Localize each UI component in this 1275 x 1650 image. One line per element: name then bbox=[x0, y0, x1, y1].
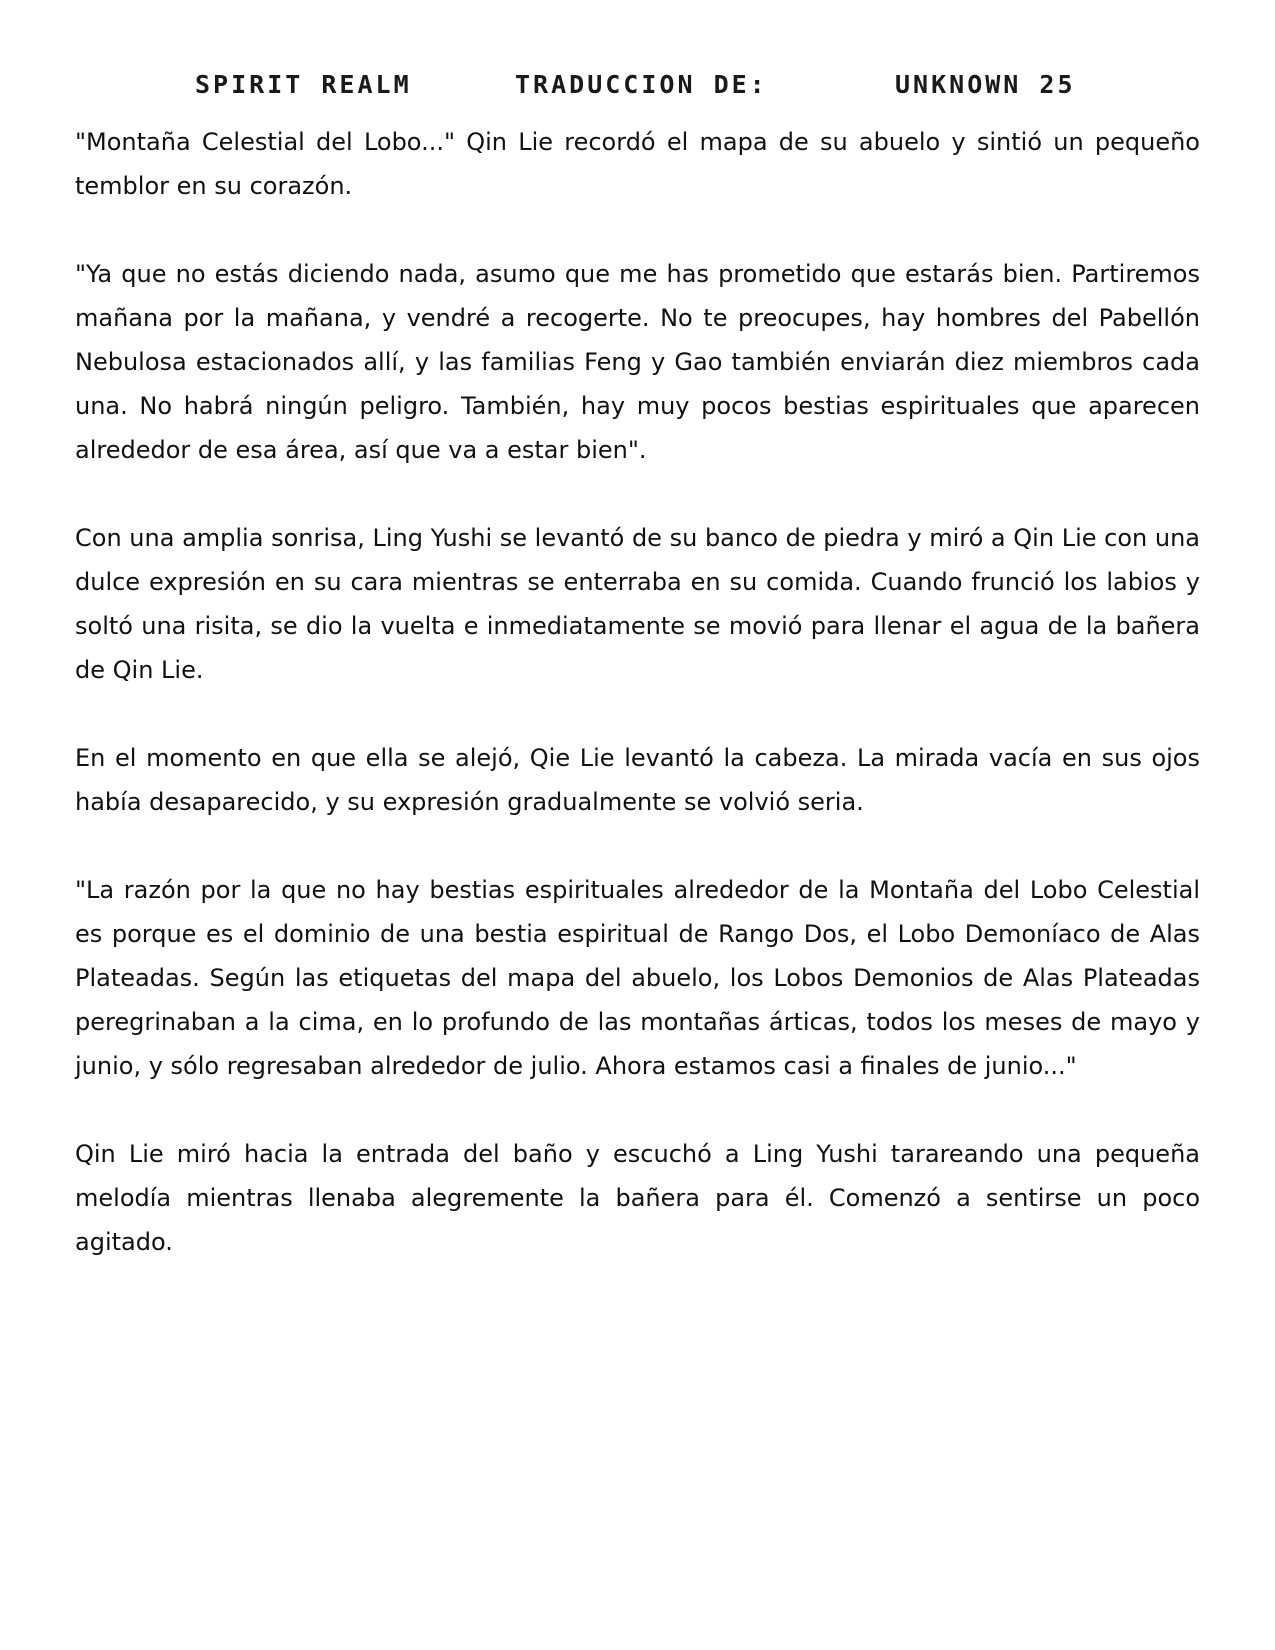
paragraph: En el momento en que ella se alejó, Qie Lie levantó la cabeza. La mirada vacía en sus ojos había desaparecido, y su expresión gradualmente se volvió seria. bbox=[75, 744, 1200, 816]
translator-name: UNKNOWN 25 bbox=[895, 70, 1076, 99]
page-header bbox=[0, 70, 1275, 110]
paragraph: "La razón por la que no hay bestias espirituales alrededor de la Montaña del Lobo Celestial es porque es el dominio de una bestia espiritual de Rango Dos, el Lobo Demoníaco de Alas Plateadas. Según las etiquetas del mapa del abuelo, los Lobos Demonios de Alas Plateadas peregrinaban a la cima, en lo profundo de las montañas árticas, todos los meses de mayo y junio, y sólo regresaban alrededor de julio. Ahora estamos casi a finales de junio..." bbox=[75, 876, 1200, 1080]
translation-label: TRADUCCION DE: bbox=[515, 70, 768, 99]
paragraph: Qin Lie miró hacia la entrada del baño y escuchó a Ling Yushi tarareando una pequeña melodía mientras llenaba alegremente la bañera para él. Comenzó a sentirse un poco agitado. bbox=[75, 1140, 1200, 1256]
document-body bbox=[75, 120, 1200, 1308]
paragraph: "Montaña Celestial del Lobo..." Qin Lie recordó el mapa de su abuelo y sintió un pequeño temblor en su corazón. bbox=[75, 128, 1200, 200]
series-title: SPIRIT REALM bbox=[195, 70, 412, 99]
paragraph: Con una amplia sonrisa, Ling Yushi se levantó de su banco de piedra y miró a Qin Lie con una dulce expresión en su cara mientras se enterraba en su comida. Cuando frunció los labios y soltó una risita, se dio la vuelta e inmediatamente se movió para llenar el agua de la bañera de Qin Lie. bbox=[75, 524, 1200, 684]
paragraph: "Ya que no estás diciendo nada, asumo que me has prometido que estarás bien. Partiremos mañana por la mañana, y vendré a recogerte. No te preocupes, hay hombres del Pabellón Nebulosa estacionados allí, y las familias Feng y Gao también enviarán diez miembros cada una. No habrá ningún peligro. También, hay muy pocos bestias espirituales que aparecen alrededor de esa área, así que va a estar bien". bbox=[75, 260, 1200, 464]
